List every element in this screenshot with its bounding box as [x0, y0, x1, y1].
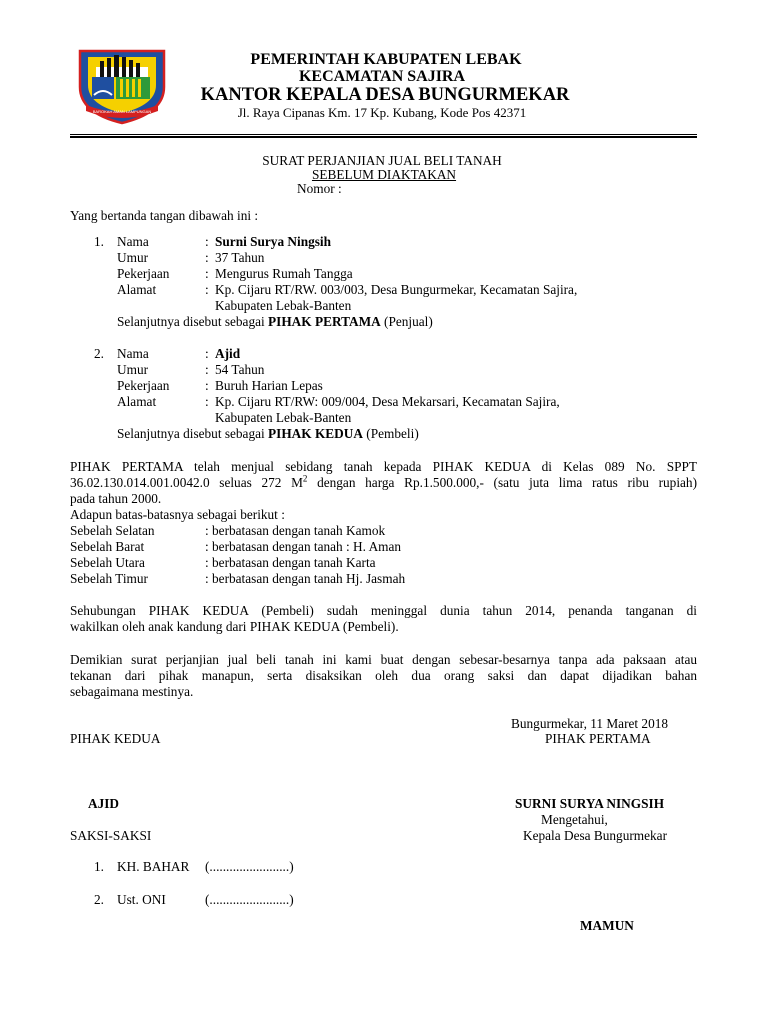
- bound-south-label: Sebelah Selatan: [70, 523, 155, 538]
- bound-west-label: Sebelah Barat: [70, 539, 145, 554]
- party2-job-label: Pekerjaan: [117, 378, 170, 393]
- bound-north-value: : berbatasan dengan tanah Karta: [205, 555, 376, 570]
- sign-left-title: PIHAK KEDUA: [70, 731, 161, 746]
- party1-job-value: Mengurus Rumah Tangga: [215, 266, 353, 281]
- bound-west-value: : berbatasan dengan tanah : H. Aman: [205, 539, 402, 554]
- party2-role: Selanjutnya disebut sebagai PIHAK KEDUA (Pembeli): [117, 426, 419, 441]
- closing-line-3: sebagaimana mestinya.: [70, 684, 194, 699]
- doc-subtitle: SEBELUM DIAKTAKAN: [311, 167, 457, 182]
- bound-south-value: : berbatasan dengan tanah Kamok: [205, 523, 386, 538]
- witnesses-title: SAKSI-SAKSI: [70, 828, 152, 843]
- sign-left-name: AJID: [88, 796, 120, 811]
- header-divider: [70, 134, 697, 135]
- bound-north-label: Sebelah Utara: [70, 555, 145, 570]
- closing-line-1: Demikian surat perjanjian jual beli tanah ini kami buat dengan sebesar-besarnya tanpa ada paksaan atau: [70, 652, 697, 667]
- party2-address-value: Kp. Cijaru RT/RW: 009/004, Desa Mekarsari, Kecamatan Sajira,: [215, 394, 560, 409]
- acknowledged-label: Mengetahui,: [541, 812, 608, 827]
- party1-name-value: Surni Surya Ningsih: [215, 234, 332, 249]
- sign-right-name: SURNI SURYA NINGSIH: [515, 796, 665, 811]
- bound-east-label: Sebelah Timur: [70, 571, 148, 586]
- witness-2-name: Ust. ONI: [117, 892, 166, 907]
- note-line-1: Sehubungan PIHAK KEDUA (Pembeli) sudah meninggal dunia tahun 2014, penanda tanganan di: [70, 603, 697, 618]
- sale-line-3: pada tahun 2000.: [70, 491, 162, 506]
- sale-line-2: 36.02.130.014.001.0042.0 seluas 272 $M^2$ dengan harga Rp.1.500.000,- (satu juta lima ratus ribu rupiah): [70, 473, 698, 490]
- witness-2-signature-blank: (........................): [205, 892, 294, 907]
- witness-1-name: KH. BAHAR: [117, 859, 190, 874]
- witness-1-number: 1.: [94, 859, 104, 874]
- party1-address-line2: Kabupaten Lebak-Banten: [215, 298, 352, 313]
- witness-2-number: 2.: [94, 892, 104, 907]
- note-line-2: wakilkan oleh anak kandung dari PIHAK KEDUA (Pembeli).: [70, 619, 399, 634]
- sale-line-1: PIHAK PERTAMA telah menjual sebidang tanah kepada PIHAK KEDUA di Kelas 089 No. SPPT: [70, 459, 697, 474]
- party2-name-value: Ajid: [215, 346, 241, 361]
- bounds-intro: Adapun batas-batasnya sebagai berikut :: [70, 507, 285, 522]
- header-line-1: PEMERINTAH KABUPATEN LEBAK: [250, 51, 522, 68]
- witness-1-signature-blank: (........................): [205, 859, 294, 874]
- party2-address-line2: Kabupaten Lebak-Banten: [215, 410, 352, 425]
- party1-age-value: 37 Tahun: [215, 250, 265, 265]
- header-address: Jl. Raya Cipanas Km. 17 Kp. Kubang, Kode Pos 42371: [237, 105, 527, 120]
- party2-name-label: Nama: [117, 346, 149, 361]
- party2-address-label: Alamat: [117, 394, 157, 409]
- intro-text: Yang bertanda tangan dibawah ini :: [70, 208, 259, 223]
- party2-age-value: 54 Tahun: [215, 362, 265, 377]
- village-head-title: Kepala Desa Bungurmekar: [523, 828, 667, 843]
- party1-address-value: Kp. Cijaru RT/RW. 003/003, Desa Bungurmekar, Kecamatan Sajira,: [215, 282, 578, 297]
- village-head-name: MAMUN: [580, 918, 634, 933]
- party2-job-value: Buruh Harian Lepas: [215, 378, 323, 393]
- party1-address-label: Alamat: [117, 282, 157, 297]
- place-date: Bungurmekar, 11 Maret 2018: [511, 716, 669, 731]
- party1-name-label: Nama: [117, 234, 149, 249]
- bound-east-value: : berbatasan dengan tanah Hj. Jasmah: [205, 571, 406, 586]
- header-line-3: KANTOR KEPALA DESA BUNGURMEKAR: [200, 85, 570, 105]
- party1-number: 1.: [94, 234, 104, 249]
- party2-number: 2.: [94, 346, 104, 361]
- header-divider-thick: [70, 136, 697, 138]
- doc-number: Nomor :: [297, 181, 342, 196]
- logo-ribbon-text: BAROKAH AMAN LAMPUNGAN: [92, 109, 152, 114]
- party1-role: Selanjutnya disebut sebagai PIHAK PERTAMA (Penjual): [117, 314, 433, 329]
- party1-age-label: Umur: [117, 250, 149, 265]
- closing-line-2: tekanan dari pihak manapun, serta disaksikan oleh dua orang saksi dan dapat dijadikan bahan: [70, 668, 697, 683]
- party1-job-label: Pekerjaan: [117, 266, 170, 281]
- header-line-2: KECAMATAN SAJIRA: [298, 68, 466, 85]
- doc-title: SURAT PERJANJIAN JUAL BELI TANAH: [262, 153, 502, 168]
- party2-age-label: Umur: [117, 362, 149, 377]
- sign-right-title: PIHAK PERTAMA: [545, 731, 651, 746]
